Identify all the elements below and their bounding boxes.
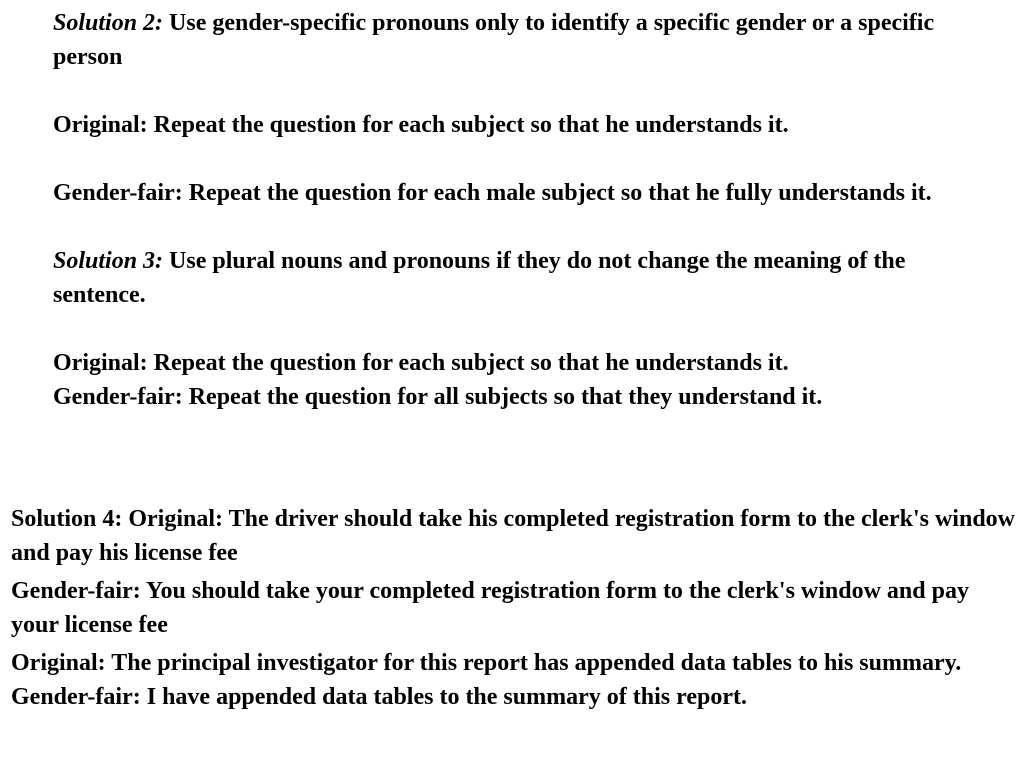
solution-2-gender-fair: Gender-fair: Repeat the question for each male subject so that he fully understands it. [53, 180, 932, 206]
solution-2-lead: Solution 2: [53, 10, 164, 36]
solution-3-gender-fair: Gender-fair: Repeat the question for all subjects so that they understand it. [53, 384, 823, 410]
solution-2-text: Use gender-specific pronouns only to identify a specific gender or a specific person [53, 10, 935, 70]
solution-4-example-1-original: Solution 4: Original: The driver should take his completed registration form to the clerk's window and pay his license fee [11, 506, 1016, 566]
solution-3-text: Use plural nouns and pronouns if they do not change the meaning of the sentence. [53, 248, 906, 308]
solution-3-lead: Solution 3: [53, 248, 164, 274]
solution-3-statement [53, 244, 1003, 312]
solution-2-original: Original: Repeat the question for each subject so that he understands it. [53, 112, 789, 138]
solution-3-original: Original: Repeat the question for each subject so that he understands it. [53, 350, 789, 376]
solution-4-example-2-original: Original: The principal investigator for this report has appended data tables to his summary. [11, 650, 962, 676]
solution-4-example-1-gender-fair: Gender-fair: You should take your completed registration form to the clerk's window and pay your license fee [11, 578, 969, 638]
solution-4-block [11, 502, 1016, 714]
solution-2-statement [53, 6, 1003, 74]
solution-4-example-2-gender-fair: Gender-fair: I have appended data tables to the summary of this report. [11, 684, 747, 710]
indented-solutions-block [53, 6, 1003, 414]
